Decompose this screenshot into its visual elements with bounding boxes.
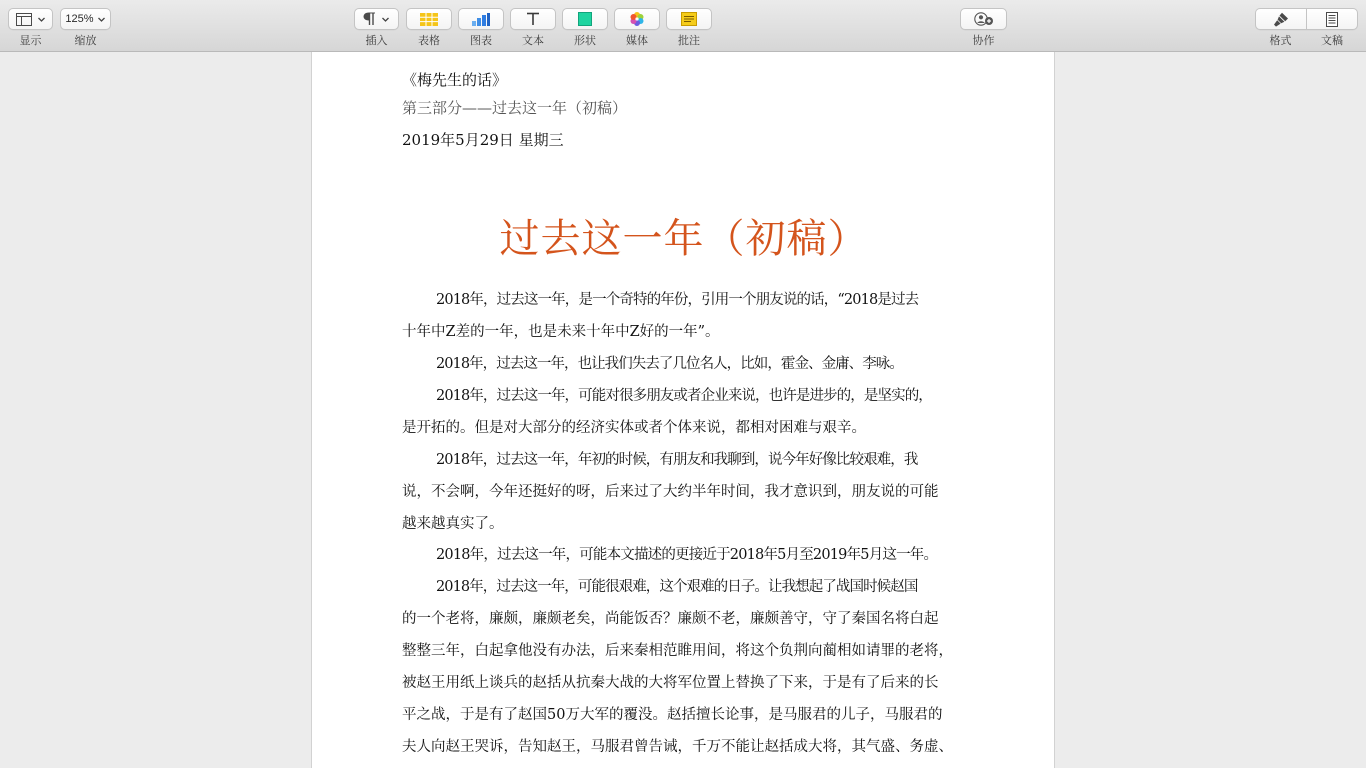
photos-icon	[629, 11, 645, 27]
chevron-down-icon	[37, 15, 46, 24]
table-label: 表格	[418, 34, 440, 47]
text-control[interactable]	[510, 8, 556, 47]
body-line: 2018年，过去这一年，可能对很多朋友或者企业来说，也许是进步的，是坚实的，	[436, 388, 932, 404]
body-line: 2018年，过去这一年，也让我们失去了几位名人，比如，霍金、金庸、李咏。	[436, 356, 903, 372]
document-date: 2019年5月29日 星期三	[402, 131, 564, 149]
view-label: 显示	[19, 34, 42, 47]
table-control[interactable]	[406, 8, 452, 47]
collaborate-control[interactable]	[960, 8, 1007, 47]
collaborate-label: 协作	[972, 34, 995, 47]
paintbrush-icon	[1273, 12, 1289, 27]
add-person-icon	[974, 12, 994, 26]
zoom-control[interactable]	[60, 8, 111, 47]
inspector-control	[1255, 8, 1358, 47]
shape-control[interactable]	[562, 8, 608, 47]
body-line: 十年中Z差的一年，也是未来十年中Z好的一年”。	[402, 324, 720, 340]
text-label: 文本	[522, 34, 544, 47]
book-title: 《梅先生的话》	[402, 71, 508, 89]
body-line: 是开拓的。但是对大部分的经济实体或者个体来说，都相对困难与艰辛。	[402, 420, 866, 436]
part-title: 第三部分——过去这一年（初稿）	[402, 99, 628, 117]
body-line: 的一个老将，廉颇，廉颇老矣，尚能饭否？廉颇不老，廉颇善守，守了秦国名将白起	[402, 611, 939, 627]
media-label: 媒体	[626, 34, 648, 47]
body-line: 夫人向赵王哭诉，告知赵王，马服君曾告诫，千万不能让赵括成大将，其气盛、务虚、	[402, 739, 953, 755]
chart-button[interactable]	[458, 8, 504, 30]
comment-note-icon	[681, 12, 697, 26]
body-line: 2018年，过去这一年，是一个奇特的年份，引用一个朋友说的话，“2018是过去	[436, 292, 919, 308]
comment-button[interactable]	[666, 8, 712, 30]
document-page[interactable]	[311, 52, 1055, 768]
body-line: 平之战，于是有了赵国50万大军的覆没。赵括擅长论事，是马服君的儿子，马服君的	[402, 707, 943, 723]
bar-chart-icon	[472, 13, 490, 26]
insert-control[interactable]	[354, 8, 399, 47]
body-line: 2018年，过去这一年，年初的时候，有朋友和我聊到，说今年好像比较艰难，我	[436, 452, 918, 468]
body-line: 整整三年，白起拿他没有办法，后来秦相范睢用间，将这个负荆向蔺相如请罪的老将，	[402, 643, 953, 659]
media-button[interactable]	[614, 8, 660, 30]
chevron-down-icon	[97, 15, 106, 24]
toolbar	[0, 0, 1366, 52]
text-box-icon	[526, 12, 540, 26]
comment-label: 批注	[678, 34, 700, 47]
table-icon	[420, 13, 438, 26]
format-label: 格式	[1269, 34, 1292, 47]
collaborate-button[interactable]	[960, 8, 1007, 30]
body-line: 2018年，过去这一年，可能本文描述的更接近于2018年5月至2019年5月这一年。	[436, 547, 938, 563]
body-line: 2018年，过去这一年，可能很艰难，这个艰难的日子。让我想起了战国时候赵国	[436, 579, 918, 595]
shape-label: 形状	[574, 34, 596, 47]
chart-label: 图表	[470, 34, 492, 47]
document-button[interactable]	[1306, 8, 1358, 30]
zoom-value: 125%	[65, 13, 94, 25]
insert-label: 插入	[365, 34, 388, 47]
zoom-label: 缩放	[74, 34, 97, 47]
chart-control[interactable]	[458, 8, 504, 47]
chevron-down-icon	[381, 15, 390, 24]
view-control[interactable]	[8, 8, 53, 47]
document-heading: 过去这一年（初稿）	[499, 216, 869, 262]
body-line: 被赵王用纸上谈兵的赵括从抗秦大战的大将军位置上替换了下来，于是有了后来的长	[402, 675, 939, 691]
format-button[interactable]	[1255, 8, 1306, 30]
body-line: 越来越真实了。	[402, 516, 504, 532]
paragraph-icon	[363, 12, 376, 26]
zoom-select[interactable]	[60, 8, 111, 30]
media-control[interactable]	[614, 8, 660, 47]
view-button[interactable]	[8, 8, 53, 30]
body-line: 说，不会啊，今年还挺好的呀，后来过了大约半年时间，我才意识到，朋友说的可能	[402, 484, 939, 500]
text-button[interactable]	[510, 8, 556, 30]
document-label: 文稿	[1321, 34, 1343, 47]
document-icon	[1326, 12, 1338, 27]
comment-control[interactable]	[666, 8, 712, 47]
table-button[interactable]	[406, 8, 452, 30]
sidebar-view-icon	[16, 13, 32, 26]
shape-square-icon	[578, 12, 592, 26]
insert-button[interactable]	[354, 8, 399, 30]
shape-button[interactable]	[562, 8, 608, 30]
